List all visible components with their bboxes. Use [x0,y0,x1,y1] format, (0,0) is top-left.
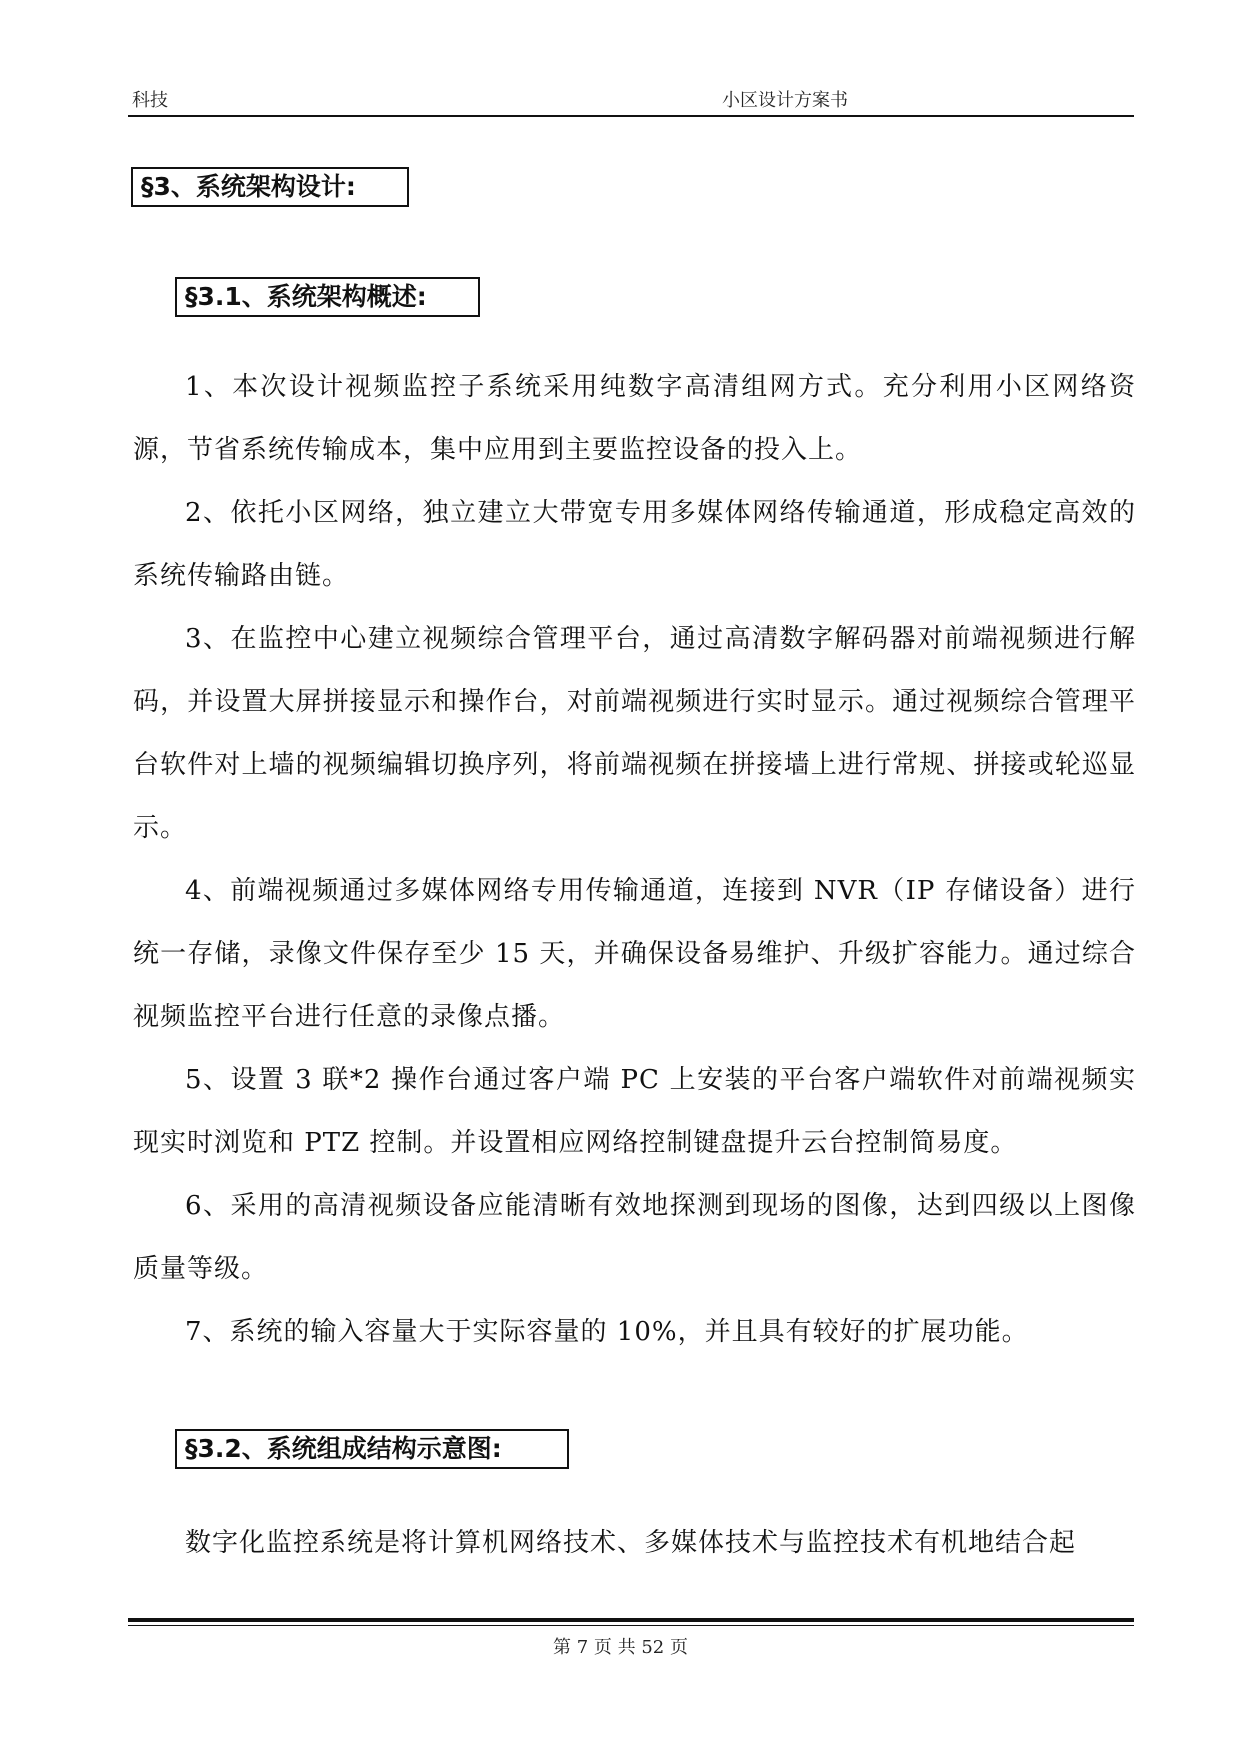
paragraph-item-7: 7、系统的输入容量大于实际容量的 10%，并且具有较好的扩展功能。 [185,1317,1029,1347]
section-3-2-body [133,1512,1136,1575]
header-company: 科技 [132,90,168,111]
paragraph-item-6: 6、采用的高清视频设备应能清晰有效地探测到现场的图像，达到四级以上图像质量等级。 [133,1191,1136,1284]
paragraph-item-1: 1、本次设计视频监控子系统采用纯数字高清组网方式。充分利用小区网络资源，节省系统传输成本，集中应用到主要监控设备的投入上。 [133,372,1136,465]
header-divider [128,115,1134,117]
footer-divider-thick [128,1618,1134,1622]
paragraph-item-2: 2、依托小区网络，独立建立大带宽专用多媒体网络传输通道，形成稳定高效的系统传输路由链。 [133,498,1136,591]
section-heading-3-2: §3.2、系统组成结构示意图: [175,1429,569,1469]
paragraph-intro: 数字化监控系统是将计算机网络技术、多媒体技术与监控技术有机地结合起 [185,1528,1077,1558]
section-heading-3-1: §3.1、系统架构概述: [175,277,480,317]
page-header [128,86,1134,116]
paragraph-item-3: 3、在监控中心建立视频综合管理平台，通过高清数字解码器对前端视频进行解码，并设置大屏拼接显示和操作台，对前端视频进行实时显示。通过视频综合管理平台软件对上墙的视频编辑切换序列，将前端视频在拼接墙上进行常规、拼接或轮巡显示。 [133,624,1136,843]
section-heading-3: §3、系统架构设计: [131,167,409,207]
header-document-title: 小区设计方案书 [722,90,848,111]
footer-divider-thin [128,1625,1134,1626]
paragraph-item-4: 4、前端视频通过多媒体网络专用传输通道，连接到 NVR（IP 存储设备）进行统一存储，录像文件保存至少 15 天，并确保设备易维护、升级扩容能力。通过综合视频监控平台进行任意的录像点播。 [133,876,1136,1032]
page-number: 第 7 页 共 52 页 [553,1637,688,1658]
section-3-1-body [133,356,1136,1364]
paragraph-item-5: 5、设置 3 联*2 操作台通过客户端 PC 上安装的平台客户端软件对前端视频实现实时浏览和 PTZ 控制。并设置相应网络控制键盘提升云台控制简易度。 [133,1065,1136,1158]
